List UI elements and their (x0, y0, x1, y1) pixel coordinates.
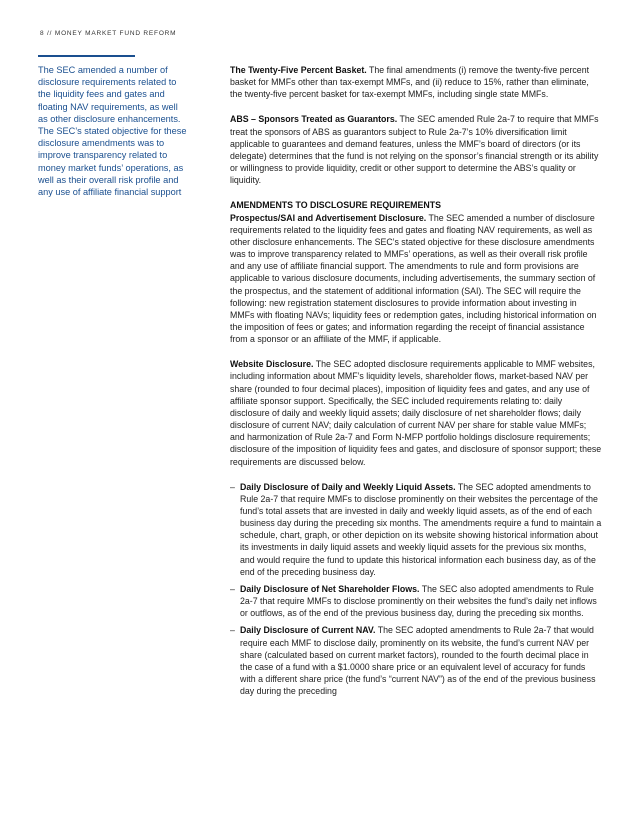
bullet-text: The SEC adopted amendments to Rule 2a-7 that would require each MMF to disclose daily, prominently on its website, the fund’s current NAV per share (calculated based on current market factors), rounded to the fourth decimal place in the case of a fund with a $1.0000 share price or an equivalent level of accuracy for funds with a different share price (the fund’s “current NAV”) as of the end of the previous business day during the preceding (240, 625, 596, 697)
bullet-lead: Daily Disclosure of Net Shareholder Flows. (240, 583, 420, 594)
header-separator: // (47, 30, 53, 37)
paragraph-prospectus-sai (230, 212, 602, 346)
bullet-text: The SEC adopted amendments to Rule 2a-7 that require MMFs to disclose prominently on their websites the percentage of the fund’s total assets that are invested in daily and weekly liquid assets, as of the end of each business day during the preceding six months. The amendments require a fund to maintain a schedule, chart, graph, or other depiction on its website showing historical information about its investments in daily liquid assets and weekly liquid assets for the previous six months, and would require the fund to update this historical information each business day, as of the end of the preceding business day. (240, 481, 602, 577)
main-body (230, 64, 602, 702)
header-title: MONEY MARKET FUND REFORM (54, 30, 177, 37)
list-item (230, 583, 602, 619)
bullet-dash: – (230, 481, 235, 492)
paragraph-lead: ABS – Sponsors Treated as Guarantors. (230, 114, 398, 125)
bullet-lead: Daily Disclosure of Current NAV. (240, 625, 376, 636)
sidebar-callout (38, 55, 188, 198)
bullet-text: The SEC also adopted amendments to Rule 2a-7 that require MMFs to disclose prominently on their websites the fund’s daily net inflows or outflows, as of the end of the previous business day, during the preceding six months. (240, 583, 597, 619)
running-header (40, 30, 176, 37)
bullet-dash: – (230, 625, 235, 636)
paragraph-text: The final amendments (i) remove the twenty-five percent basket for MMFs other than tax-exempt MMFs, and (ii) reduce to 15%, rather than eliminate, the twenty-five percent basket for tax-exempt MMFs, including single state MMFs. (230, 65, 590, 100)
bullet-list (230, 481, 602, 698)
paragraph-abs-sponsors (230, 113, 602, 186)
paragraph-text: The SEC amended a number of disclosure requirements related to the liquidity fees and gates and floating NAV requirements, as well as other disclosure enhancements. The SEC’s stated objective for these disclosure amendments was to improve transparency related to MMFs’ operations, as well as their overall risk profile and any use of affiliate financial support. The amendments to rule and form provisions are applicable to various disclosure documents, including advertisements, the summary section of the prospectus, and the statement of additional information (SAI). The SEC will require the following: new registration statement disclosures to provide information about investing in MMFs with floating NAVs; liquidity fees or redemption gates, including historical information on the imposition of fees or gates; and information regarding the receipt of financial assistance from a sponsor or an affiliate of the MMF, if applicable. (230, 212, 597, 345)
paragraph-website-disclosure (230, 358, 602, 467)
paragraph-text: The SEC amended Rule 2a-7 to require that MMFs treat the sponsors of ABS as guarantors subject to Rule 2a-7’s 10% diversification limit applicable to guarantees and demand features, unless the MMF’s board of directors (or its delegate) determines that the fund is not relying on the sponsor’s financial strength or its ability or willingness to provide liquidity, credit or other support to determine the ABS’s quality or liquidity. (230, 114, 599, 186)
paragraph-lead: Website Disclosure. (230, 359, 314, 370)
bullet-lead: Daily Disclosure of Daily and Weekly Liquid Assets. (240, 481, 456, 492)
page-number: 8 (40, 30, 45, 37)
sidebar-callout-text: The SEC amended a number of disclosure requirements related to the liquidity fees and gates and floating NAV requirements, as well as other disclosure enhancements. The SEC’s stated objective for these disclosure amendments was to improve transparency related to money market funds’ operations, as well as their overall risk profile and any use of affiliate financial support (38, 65, 187, 198)
section-heading: AMENDMENTS TO DISCLOSURE REQUIREMENTS (230, 200, 441, 211)
paragraph-twenty-five-percent-basket (230, 64, 602, 100)
bullet-dash: – (230, 583, 235, 594)
paragraph-lead: The Twenty-Five Percent Basket. (230, 65, 367, 75)
paragraph-lead: Prospectus/SAI and Advertisement Disclosure. (230, 212, 427, 223)
list-item (230, 481, 602, 578)
paragraph-text: The SEC adopted disclosure requirements applicable to MMF websites, including information about MMF’s liquidity levels, shareholder flows, market-based NAV per share (rounded to four decimal places), imposition of liquidity fees and gates, and any use of affiliate sponsor support. Specifically, the SEC included requirements relating to: daily disclosure of daily and weekly liquid assets; daily disclosure of net shareholder flows; daily disclosure of current NAV; daily calculation of current NAV per share for stable value MMFs; and harmonization of Rule 2a-7 and Form N-MFP portfolio holdings disclosure requirements; disclosure of the imposition of liquidity fees and gates, and disclosure of sponsor support; these requirements are discussed below. (230, 359, 602, 467)
sidebar-rule (38, 55, 135, 57)
list-item (230, 624, 602, 697)
